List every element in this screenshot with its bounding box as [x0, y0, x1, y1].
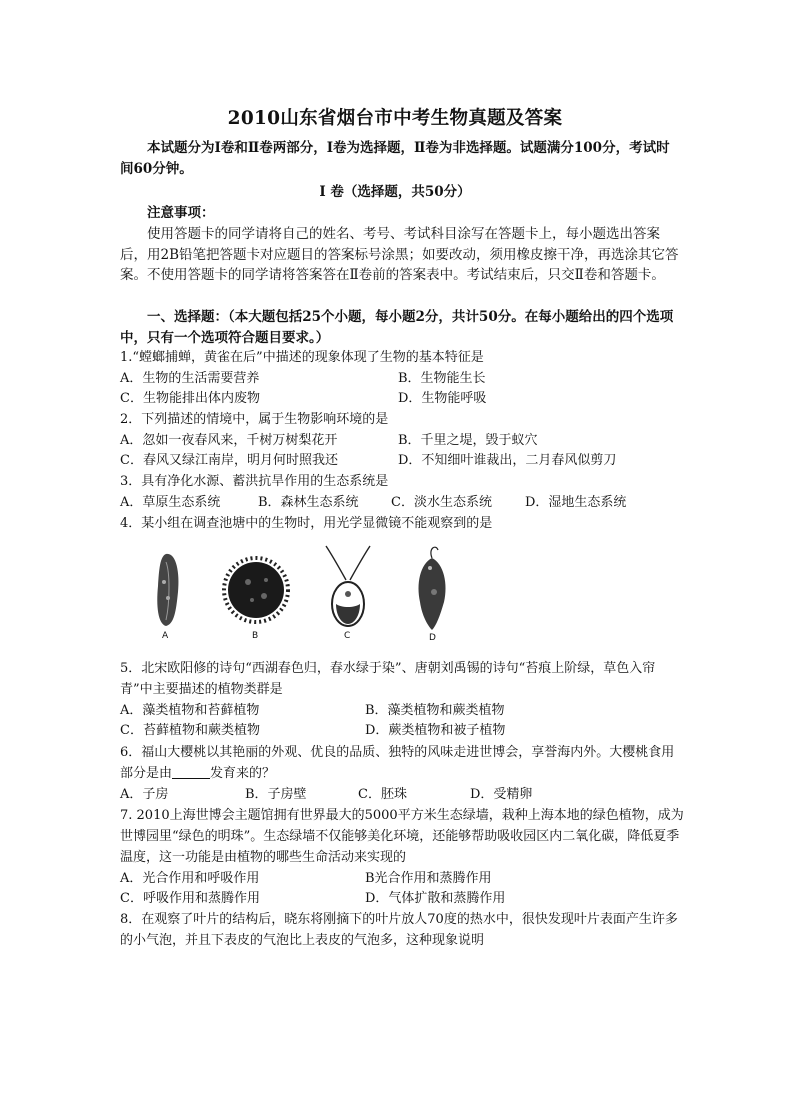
q2-option-d: D．不知细叶谁裁出，二月春风似剪刀 — [398, 453, 617, 468]
q7-option-c: C．呼吸作用和蒸腾作用 — [120, 891, 260, 906]
q2-option-a: A．忽如一夜春风来，千树万树梨花开 — [120, 433, 338, 448]
answer-blank — [172, 764, 210, 779]
q7-option-d: D．气体扩散和蒸腾作用 — [365, 891, 506, 906]
notes-label: 注意事项： — [147, 205, 215, 221]
q1-option-a: A．生物的生活需要营养 — [120, 371, 260, 386]
question-6 — [120, 743, 685, 785]
figure-label-c: C — [344, 631, 351, 641]
figure-organism-c — [326, 546, 370, 626]
question-1: 1.“螳螂捕蝉，黄雀在后”中描述的现象体现了生物的基本特征是 — [120, 350, 484, 365]
q6-option-b: B．子房壁 — [245, 787, 307, 802]
question-6-text: 6．福山大樱桃以其艳丽的外观、优良的品质、独特的风味走进世博会，享誉海内外。大樱桃食用部分是由 — [120, 745, 675, 781]
q1-option-b: B．生物能生长 — [398, 371, 486, 386]
figure-label-d: D — [429, 633, 436, 642]
q6-option-d: D．受精卵 — [470, 787, 533, 802]
question-3: 3．具有净化水源、蓄洪抗旱作用的生态系统是 — [120, 474, 389, 489]
q5-option-c: C．苔藓植物和蕨类植物 — [120, 723, 260, 738]
question-5: 5．北宋欧阳修的诗句“西湖春色归，春水绿于染”、唐朝刘禹锡的诗句“苔痕上阶绿，草色入帘青”中主要描述的植物类群是 — [120, 661, 656, 697]
q2-option-c: C．春风又绿江南岸，明月何时照我还 — [120, 453, 338, 468]
question-6-text-end: 发育来的？ — [210, 765, 276, 781]
section-header: Ⅰ 卷（选择题，共50分） — [319, 184, 471, 200]
question-4: 4．某小组在调查池塘中的生物时，用光学显微镜不能观察到的是 — [120, 516, 493, 531]
q2-option-b: B．千里之堤，毁于蚁穴 — [398, 433, 538, 448]
q7-option-b: B光合作用和蒸腾作用 — [365, 871, 492, 886]
q1-option-c: C．生物能排出体内废物 — [120, 391, 260, 406]
notes-text: 使用答题卡的同学请将自己的姓名、考号、考试科目涂写在答题卡上，每小题选出答案后，用2B铅笔把答题卡对应题目的答案标号涂黑；如要改动，须用橡皮擦干净，再选涂其它答案。不使用答题卡的同学请将答案答在Ⅱ卷前的答案表中。考试结束后，只交Ⅱ卷和答题卡。 — [120, 226, 679, 283]
figure-organism-b — [224, 558, 288, 622]
q6-option-a: A．子房 — [120, 787, 169, 802]
page-title: 2010山东省烟台市中考生物真题及答案 — [227, 108, 563, 129]
q5-option-d: D．蕨类植物和被子植物 — [365, 723, 506, 738]
q6-option-c: C．胚珠 — [358, 787, 407, 802]
figure-label-b: B — [252, 631, 259, 641]
microorganism-figure — [148, 542, 448, 642]
figure-organism-a — [157, 554, 178, 626]
q5-option-b: B．藻类植物和蕨类植物 — [365, 703, 505, 718]
figure-organism-d — [419, 547, 446, 630]
question-8: 8．在观察了叶片的结构后，晓东将刚摘下的叶片放人70度的热水中，很快发现叶片表面产生许多的小气泡，并且下表皮的气泡比上表皮的气泡多，这种现象说明 — [120, 912, 678, 948]
exam-intro: 本试题分为Ⅰ卷和Ⅱ卷两部分，Ⅰ卷为选择题，Ⅱ卷为非选择题。试题满分100分，考试时间60分钟。 — [120, 140, 670, 177]
question-2: 2．下列描述的情境中，属于生物影响环境的是 — [120, 412, 389, 427]
q3-option-a: A．草原生态系统 — [120, 495, 221, 510]
figure-label-a: A — [162, 631, 169, 641]
q1-option-d: D．生物能呼吸 — [398, 391, 487, 406]
q7-option-a: A．光合作用和呼吸作用 — [120, 871, 260, 886]
part1-instructions: 一、选择题：（本大题包括25个小题，每小题2分，共计50分。在每小题给出的四个选项中，只有一个选项符合题目要求。） — [120, 309, 674, 346]
q3-option-d: D．湿地生态系统 — [525, 495, 627, 510]
q3-option-c: C．淡水生态系统 — [391, 495, 492, 510]
question-7: 7. 2010上海世博会主题馆拥有世界最大的5000平方米生态绿墙，栽种上海本地的绿色植物，成为世博园里“绿色的明珠”。生态绿墙不仅能够美化环境，还能够帮助吸收园区内二氧化碳，降低夏季温度，这一功能是由植物的哪些生命活动来实现的 — [120, 808, 684, 865]
q5-option-a: A．藻类植物和苔藓植物 — [120, 703, 260, 718]
q3-option-b: B．森林生态系统 — [258, 495, 359, 510]
